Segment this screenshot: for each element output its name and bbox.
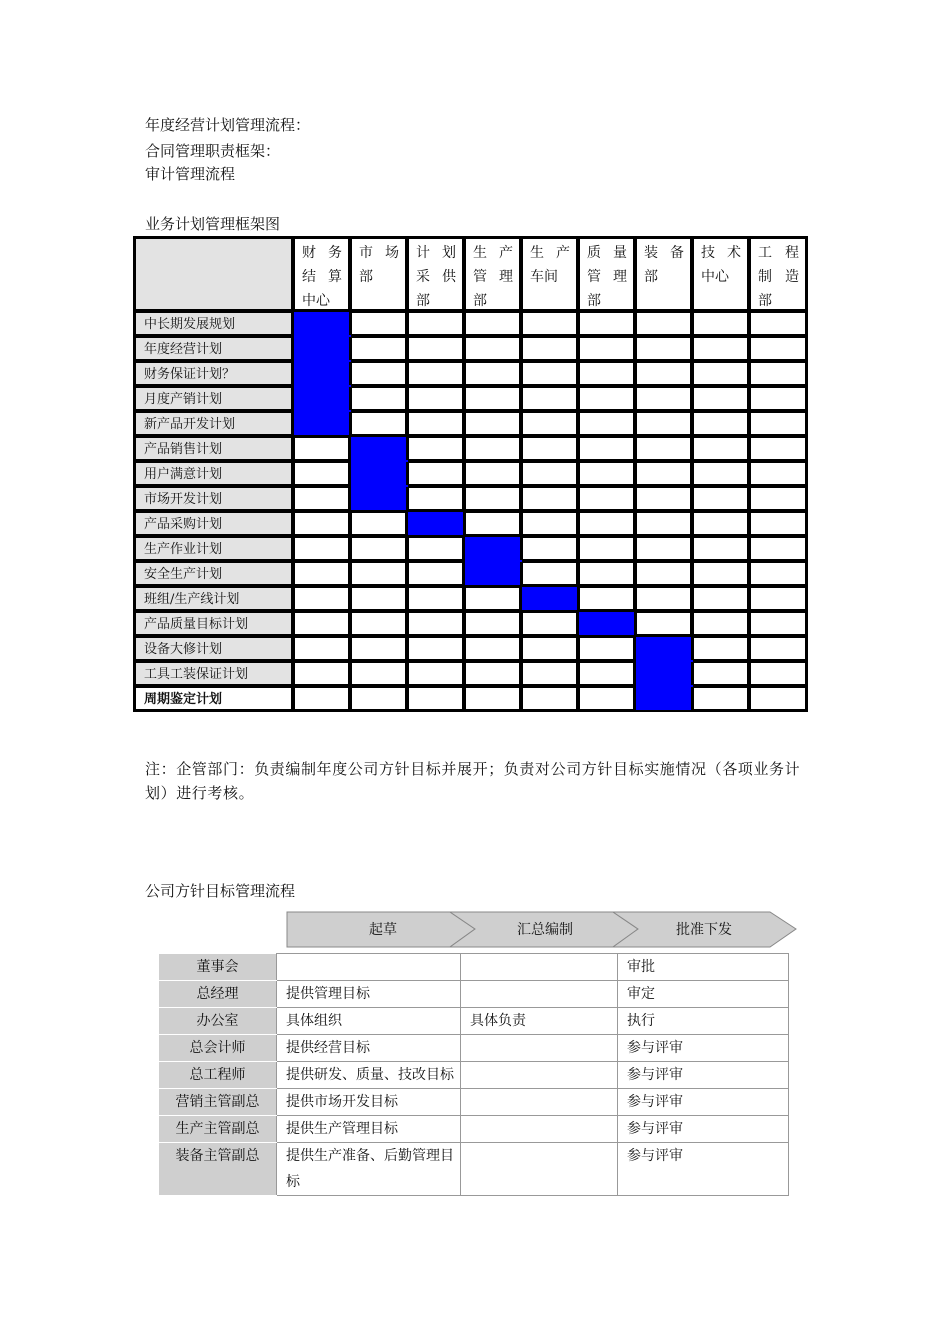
matrix-cell: [293, 461, 350, 486]
matrix-cell: [407, 386, 464, 411]
responsibility-mark: [350, 486, 407, 511]
department-header-line: 部: [359, 269, 373, 285]
matrix-cell: [692, 536, 749, 561]
plan-row: [134, 411, 807, 436]
responsibility-mark: [293, 386, 350, 411]
matrix-cell: [350, 386, 407, 411]
matrix-cell: [578, 686, 635, 711]
matrix-cell: [692, 611, 749, 636]
department-header-line: 质 量: [587, 245, 627, 261]
plan-label: [134, 536, 293, 561]
draft-cell: 提供市场开发目标: [277, 1089, 461, 1116]
matrix-cell: [407, 486, 464, 511]
draft-cell: 提供经营目标: [277, 1035, 461, 1062]
compile-cell: [461, 954, 618, 981]
plan-label-text: 安全生产计划: [135, 562, 292, 585]
flow-responsibility-table: [158, 953, 789, 1196]
plan-row: [134, 336, 807, 361]
approve-cell: 执行: [618, 1008, 789, 1035]
draft-cell: 具体组织: [277, 1008, 461, 1035]
matrix-cell: [521, 686, 578, 711]
matrix-title: 业务计划管理框架图: [145, 215, 281, 233]
department-header-line: 部: [416, 293, 430, 309]
matrix-cell: [464, 311, 521, 336]
plan-label-text: 财务保证计划？: [135, 362, 292, 385]
plan-row: [134, 661, 807, 686]
matrix-cell: [407, 461, 464, 486]
matrix-cell: [578, 486, 635, 511]
matrix-cell: [407, 436, 464, 461]
matrix-cell: [749, 486, 807, 511]
matrix-cell: [635, 561, 692, 586]
matrix-cell: [350, 336, 407, 361]
matrix-cell: [635, 336, 692, 361]
plan-label: [134, 586, 293, 611]
role-cell: 装备主管副总: [159, 1143, 277, 1196]
matrix-cell: [635, 411, 692, 436]
matrix-cell: [350, 411, 407, 436]
matrix-cell: [635, 361, 692, 386]
matrix-cell: [293, 611, 350, 636]
matrix-cell: [521, 511, 578, 536]
compile-cell: [461, 981, 618, 1008]
intro-line-3: 审计管理流程: [145, 165, 236, 183]
matrix-cell: [692, 311, 749, 336]
matrix-cell: [521, 536, 578, 561]
matrix-cell: [635, 386, 692, 411]
department-header: [350, 237, 407, 311]
role-cell: 总会计师: [159, 1035, 277, 1062]
responsibility-mark: [350, 461, 407, 486]
responsibility-mark: [521, 586, 578, 611]
plan-label: [134, 636, 293, 661]
department-header-line: 财 务: [302, 245, 342, 261]
compile-cell: [461, 1062, 618, 1089]
plan-label: [134, 486, 293, 511]
matrix-cell: [521, 311, 578, 336]
matrix-cell: [407, 336, 464, 361]
plan-row: [134, 361, 807, 386]
intro-line-2: 合同管理职责框架：: [145, 142, 281, 160]
department-header-line: 部: [758, 293, 772, 309]
matrix-cell: [692, 661, 749, 686]
matrix-cell: [578, 461, 635, 486]
matrix-cell: [749, 361, 807, 386]
plan-row: [134, 486, 807, 511]
responsibility-mark: [578, 611, 635, 636]
matrix-cell: [749, 311, 807, 336]
flow-title: 公司方针目标管理流程: [145, 882, 296, 900]
department-header: [749, 237, 807, 311]
matrix-cell: [692, 386, 749, 411]
department-header: [578, 237, 635, 311]
plan-responsibility-matrix: [133, 236, 808, 712]
matrix-cell: [749, 461, 807, 486]
matrix-cell: [692, 511, 749, 536]
plan-label: [134, 336, 293, 361]
approve-cell: 参与评审: [618, 1062, 789, 1089]
matrix-cell: [293, 486, 350, 511]
matrix-cell: [521, 486, 578, 511]
role-cell: 总工程师: [159, 1062, 277, 1089]
matrix-cell: [749, 636, 807, 661]
matrix-cell: [407, 661, 464, 686]
matrix-cell: [749, 386, 807, 411]
responsibility-mark: [635, 686, 692, 711]
approve-cell: 审定: [618, 981, 789, 1008]
flow-row: [159, 1089, 789, 1116]
matrix-cell: [692, 636, 749, 661]
intro-line-1: 年度经营计划管理流程：: [145, 116, 311, 134]
compile-cell: [461, 1143, 618, 1196]
plan-row: [134, 511, 807, 536]
matrix-cell: [692, 686, 749, 711]
plan-label-text: 生产作业计划: [135, 537, 292, 560]
department-header-line: 计 划: [416, 245, 456, 261]
department-header-line: 工 程: [758, 245, 799, 261]
department-header: [692, 237, 749, 311]
matrix-cell: [692, 361, 749, 386]
plan-label: [134, 661, 293, 686]
matrix-cell: [407, 536, 464, 561]
matrix-cell: [692, 486, 749, 511]
responsibility-mark: [293, 361, 350, 386]
plan-label-text: 用户满意计划: [135, 462, 292, 485]
plan-label-text: 中长期发展规划: [135, 312, 292, 335]
matrix-cell: [350, 686, 407, 711]
matrix-cell: [293, 636, 350, 661]
department-header-line: 部: [644, 269, 658, 285]
approve-cell: 参与评审: [618, 1035, 789, 1062]
matrix-cell: [407, 636, 464, 661]
matrix-cell: [521, 361, 578, 386]
department-header: [293, 237, 350, 311]
flow-row: [159, 1035, 789, 1062]
flow-row: [159, 1116, 789, 1143]
matrix-cell: [578, 536, 635, 561]
plan-row: [134, 311, 807, 336]
matrix-cell: [578, 411, 635, 436]
department-header: [521, 237, 578, 311]
matrix-cell: [749, 436, 807, 461]
matrix-cell: [521, 461, 578, 486]
matrix-cell: [464, 686, 521, 711]
approve-cell: 参与评审: [618, 1143, 789, 1196]
matrix-cell: [578, 311, 635, 336]
plan-row: [134, 561, 807, 586]
department-header-line: 中心: [701, 269, 729, 285]
responsibility-mark: [464, 536, 521, 561]
role-cell: 总经理: [159, 981, 277, 1008]
matrix-cell: [407, 361, 464, 386]
matrix-cell: [350, 561, 407, 586]
plan-label-text: 新产品开发计划: [135, 412, 292, 435]
plan-label: [134, 386, 293, 411]
matrix-cell: [521, 411, 578, 436]
matrix-cell: [635, 586, 692, 611]
matrix-cell: [635, 311, 692, 336]
matrix-cell: [407, 686, 464, 711]
matrix-cell: [578, 386, 635, 411]
responsibility-mark: [635, 636, 692, 661]
plan-label: [134, 461, 293, 486]
matrix-cell: [521, 611, 578, 636]
plan-row: [134, 386, 807, 411]
responsibility-mark: [635, 661, 692, 686]
matrix-cell: [635, 611, 692, 636]
matrix-cell: [464, 661, 521, 686]
matrix-cell: [464, 386, 521, 411]
plan-label-text: 月度产销计划: [135, 387, 292, 410]
plan-label-text: 设备大修计划: [135, 637, 292, 660]
plan-label: [134, 311, 293, 336]
flow-row: [159, 1143, 789, 1196]
plan-label-text: 市场开发计划: [135, 487, 292, 510]
responsibility-mark: [350, 436, 407, 461]
matrix-cell: [692, 461, 749, 486]
matrix-cell: [521, 636, 578, 661]
plan-label: [134, 686, 293, 711]
plan-row: [134, 461, 807, 486]
department-header-line: 生 产: [473, 245, 513, 261]
matrix-cell: [407, 411, 464, 436]
department-header-line: 技 术: [701, 245, 741, 261]
compile-cell: [461, 1116, 618, 1143]
stage-label-draft: 起草: [369, 922, 397, 938]
department-header-line: 装 备: [644, 245, 684, 261]
matrix-cell: [464, 336, 521, 361]
matrix-cell: [350, 511, 407, 536]
matrix-corner-cell: [134, 237, 293, 311]
plan-label: [134, 436, 293, 461]
plan-row: [134, 536, 807, 561]
matrix-cell: [749, 586, 807, 611]
matrix-cell: [578, 561, 635, 586]
department-header: [635, 237, 692, 311]
department-header-line: 结 算: [302, 269, 342, 285]
matrix-cell: [293, 536, 350, 561]
plan-label: [134, 411, 293, 436]
matrix-cell: [578, 586, 635, 611]
matrix-cell: [407, 611, 464, 636]
matrix-cell: [293, 436, 350, 461]
role-cell: 办公室: [159, 1008, 277, 1035]
role-cell: 董事会: [159, 954, 277, 981]
matrix-cell: [749, 511, 807, 536]
matrix-cell: [293, 661, 350, 686]
matrix-cell: [635, 511, 692, 536]
plan-row: [134, 586, 807, 611]
plan-label-text: 周期鉴定计划: [135, 687, 292, 710]
draft-cell: 提供研发、质量、技改目标: [277, 1062, 461, 1089]
plan-label-text: 产品销售计划: [135, 437, 292, 460]
matrix-cell: [749, 561, 807, 586]
matrix-cell: [749, 536, 807, 561]
role-cell: 营销主管副总: [159, 1089, 277, 1116]
draft-cell: 提供生产管理目标: [277, 1116, 461, 1143]
matrix-cell: [521, 561, 578, 586]
matrix-cell: [464, 411, 521, 436]
plan-row: [134, 611, 807, 636]
matrix-cell: [350, 586, 407, 611]
department-header-line: 市 场: [359, 245, 399, 261]
matrix-cell: [293, 561, 350, 586]
matrix-cell: [578, 636, 635, 661]
matrix-cell: [578, 361, 635, 386]
matrix-cell: [464, 511, 521, 536]
matrix-cell: [350, 536, 407, 561]
matrix-cell: [635, 436, 692, 461]
approve-cell: 参与评审: [618, 1116, 789, 1143]
matrix-cell: [293, 586, 350, 611]
role-cell: 生产主管副总: [159, 1116, 277, 1143]
matrix-cell: [635, 461, 692, 486]
matrix-cell: [464, 461, 521, 486]
plan-label-text: 产品质量目标计划: [135, 612, 292, 635]
matrix-cell: [350, 611, 407, 636]
department-header-line: 部: [473, 293, 487, 309]
note-text: 注：企管部门：负责编制年度公司方针目标并展开；负责对公司方针目标实施情况（各项业务计划）进行考核。: [145, 760, 801, 802]
plan-row: [134, 636, 807, 661]
matrix-cell: [749, 611, 807, 636]
matrix-cell: [350, 661, 407, 686]
department-header-line: 部: [587, 293, 601, 309]
draft-cell: 提供管理目标: [277, 981, 461, 1008]
approve-cell: 审批: [618, 954, 789, 981]
plan-label-text: 班组/生产线计划: [135, 587, 292, 610]
matrix-cell: [464, 361, 521, 386]
matrix-cell: [464, 636, 521, 661]
plan-label: [134, 561, 293, 586]
plan-label: [134, 511, 293, 536]
matrix-cell: [350, 361, 407, 386]
matrix-cell: [521, 386, 578, 411]
flow-row: [159, 1062, 789, 1089]
responsibility-mark: [464, 561, 521, 586]
plan-row: [134, 686, 807, 711]
compile-cell: 具体负责: [461, 1008, 618, 1035]
draft-cell: [277, 954, 461, 981]
matrix-cell: [749, 336, 807, 361]
plan-label-text: 产品采购计划: [135, 512, 292, 535]
matrix-cell: [749, 411, 807, 436]
flow-row: [159, 1008, 789, 1035]
plan-label-text: 工具工装保证计划: [135, 662, 292, 685]
department-header-line: 中心: [302, 293, 330, 309]
matrix-cell: [692, 586, 749, 611]
plan-label: [134, 361, 293, 386]
matrix-cell: [578, 336, 635, 361]
draft-cell: 提供生产准备、后勤管理目标: [277, 1143, 461, 1196]
responsibility-mark: [293, 311, 350, 336]
approve-cell: 参与评审: [618, 1089, 789, 1116]
matrix-cell: [692, 336, 749, 361]
flow-row: [159, 954, 789, 981]
matrix-cell: [749, 661, 807, 686]
matrix-header-row: [134, 237, 807, 311]
department-header-line: 采 供: [416, 269, 456, 285]
matrix-cell: [407, 311, 464, 336]
department-header-line: 车间: [530, 269, 558, 285]
matrix-cell: [464, 611, 521, 636]
responsibility-mark: [407, 511, 464, 536]
matrix-cell: [578, 511, 635, 536]
department-header-line: 制 造: [758, 269, 799, 285]
department-header-line: 管 理: [473, 269, 513, 285]
plan-label: [134, 611, 293, 636]
matrix-cell: [350, 636, 407, 661]
plan-label-text: 年度经营计划: [135, 337, 292, 360]
compile-cell: [461, 1035, 618, 1062]
matrix-cell: [464, 436, 521, 461]
matrix-cell: [521, 436, 578, 461]
matrix-cell: [578, 661, 635, 686]
matrix-cell: [293, 511, 350, 536]
department-header-line: 生 产: [530, 245, 570, 261]
responsibility-mark: [293, 336, 350, 361]
responsibility-mark: [293, 411, 350, 436]
department-header: [464, 237, 521, 311]
flow-row: [159, 981, 789, 1008]
stage-label-approve: 批准下发: [676, 922, 732, 938]
matrix-cell: [521, 336, 578, 361]
matrix-cell: [350, 311, 407, 336]
process-stage-arrows: [285, 910, 800, 950]
plan-row: [134, 436, 807, 461]
matrix-cell: [578, 436, 635, 461]
department-header: [407, 237, 464, 311]
matrix-cell: [692, 411, 749, 436]
matrix-cell: [464, 486, 521, 511]
matrix-cell: [749, 686, 807, 711]
stage-label-compile: 汇总编制: [517, 922, 573, 938]
matrix-cell: [407, 586, 464, 611]
matrix-cell: [692, 436, 749, 461]
matrix-cell: [407, 561, 464, 586]
matrix-cell: [293, 686, 350, 711]
matrix-cell: [521, 661, 578, 686]
matrix-cell: [464, 586, 521, 611]
compile-cell: [461, 1089, 618, 1116]
matrix-cell: [692, 561, 749, 586]
matrix-cell: [635, 536, 692, 561]
department-header-line: 管 理: [587, 269, 627, 285]
matrix-cell: [635, 486, 692, 511]
